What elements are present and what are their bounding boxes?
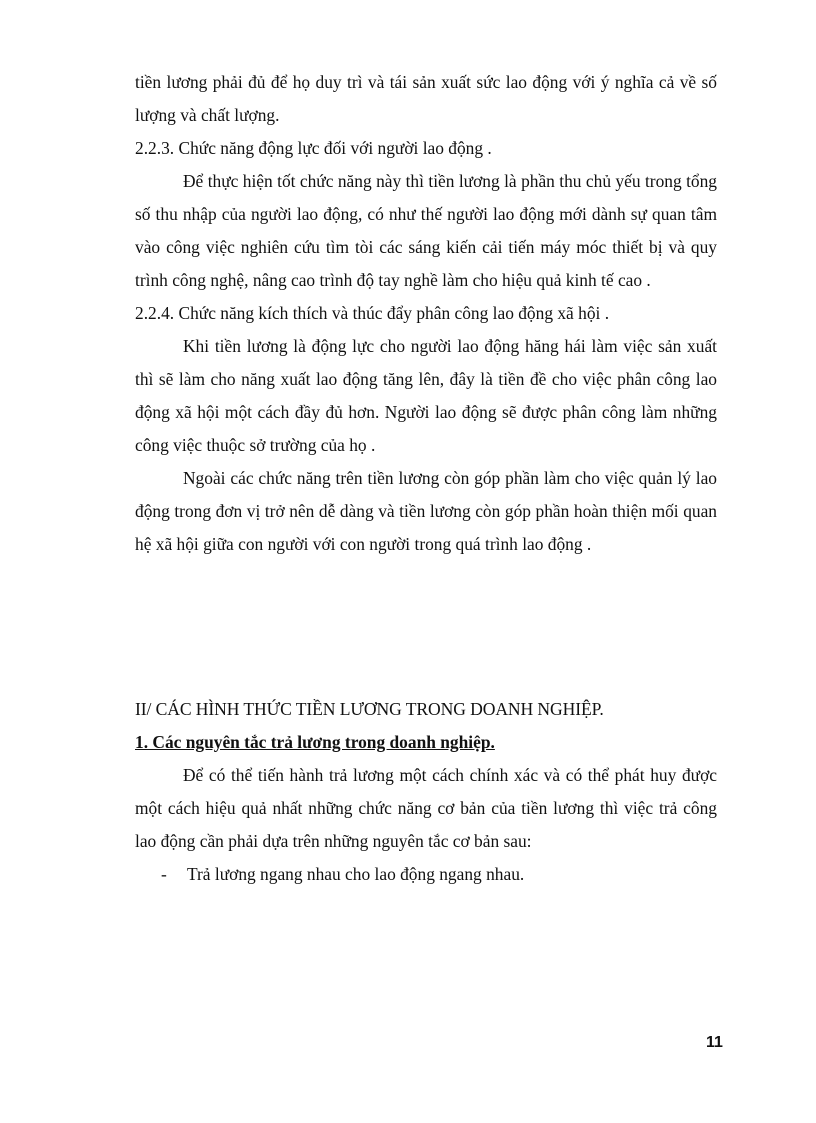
paragraph-additional-functions: Ngoài các chức năng trên tiền lương còn góp phần làm cho việc quản lý lao động trong đơn vị trở nên dễ dàng và tiền lương còn góp phần hoàn thiện mối quan hệ xã hội giữa con người với con người trong quá trình lao động . xyxy=(135,468,717,554)
page-content xyxy=(135,66,717,891)
paragraph-continuation: tiền lương phải đủ để họ duy trì và tái sản xuất sức lao động với ý nghĩa cả về số lượng và chất lượng. xyxy=(135,72,717,125)
section-title: II/ CÁC HÌNH THỨC TIỀN LƯƠNG TRONG DOANH NGHIỆP. xyxy=(135,699,604,719)
section-spacer xyxy=(135,561,717,693)
heading-2-2-4: 2.2.4. Chức năng kích thích và thúc đẩy phân công lao động xã hội . xyxy=(135,303,610,323)
list-item xyxy=(135,858,717,891)
paragraph-principles-intro: Để có thể tiến hành trả lương một cách chính xác và có thể phát huy được một cách hiệu quả nhất những chức năng cơ bản của tiền lương thì việc trả công lao động cần phải dựa trên những nguyên tắc cơ bản sau: xyxy=(135,765,717,851)
bullet-dash: - xyxy=(161,864,167,884)
page-number: 11 xyxy=(706,1034,723,1051)
paragraph-stimulation-function: Khi tiền lương là động lực cho người lao động hăng hái làm việc sản xuất thì sẽ làm cho năng xuất lao động tăng lên, đây là tiền đề cho việc phân công lao động xã hội một cách đầy đủ hơn. Người lao động sẽ được phân công làm những công việc thuộc sở trường của họ . xyxy=(135,336,717,455)
list-item-text: Trả lương ngang nhau cho lao động ngang nhau. xyxy=(187,864,525,884)
heading-2-2-3: 2.2.3. Chức năng động lực đối với người lao động . xyxy=(135,138,492,158)
subsection-title: 1. Các nguyên tắc trả lương trong doanh nghiệp. xyxy=(135,732,495,752)
paragraph-motivation-function: Để thực hiện tốt chức năng này thì tiền lương là phần thu chủ yếu trong tổng số thu nhập của người lao động, có như thế người lao động mới dành sự quan tâm vào công việc nghiên cứu tìm tòi các sáng kiến cải tiến máy móc thiết bị và quy trình công nghệ, nâng cao trình độ tay nghề làm cho hiệu quả kinh tế cao . xyxy=(135,171,717,290)
